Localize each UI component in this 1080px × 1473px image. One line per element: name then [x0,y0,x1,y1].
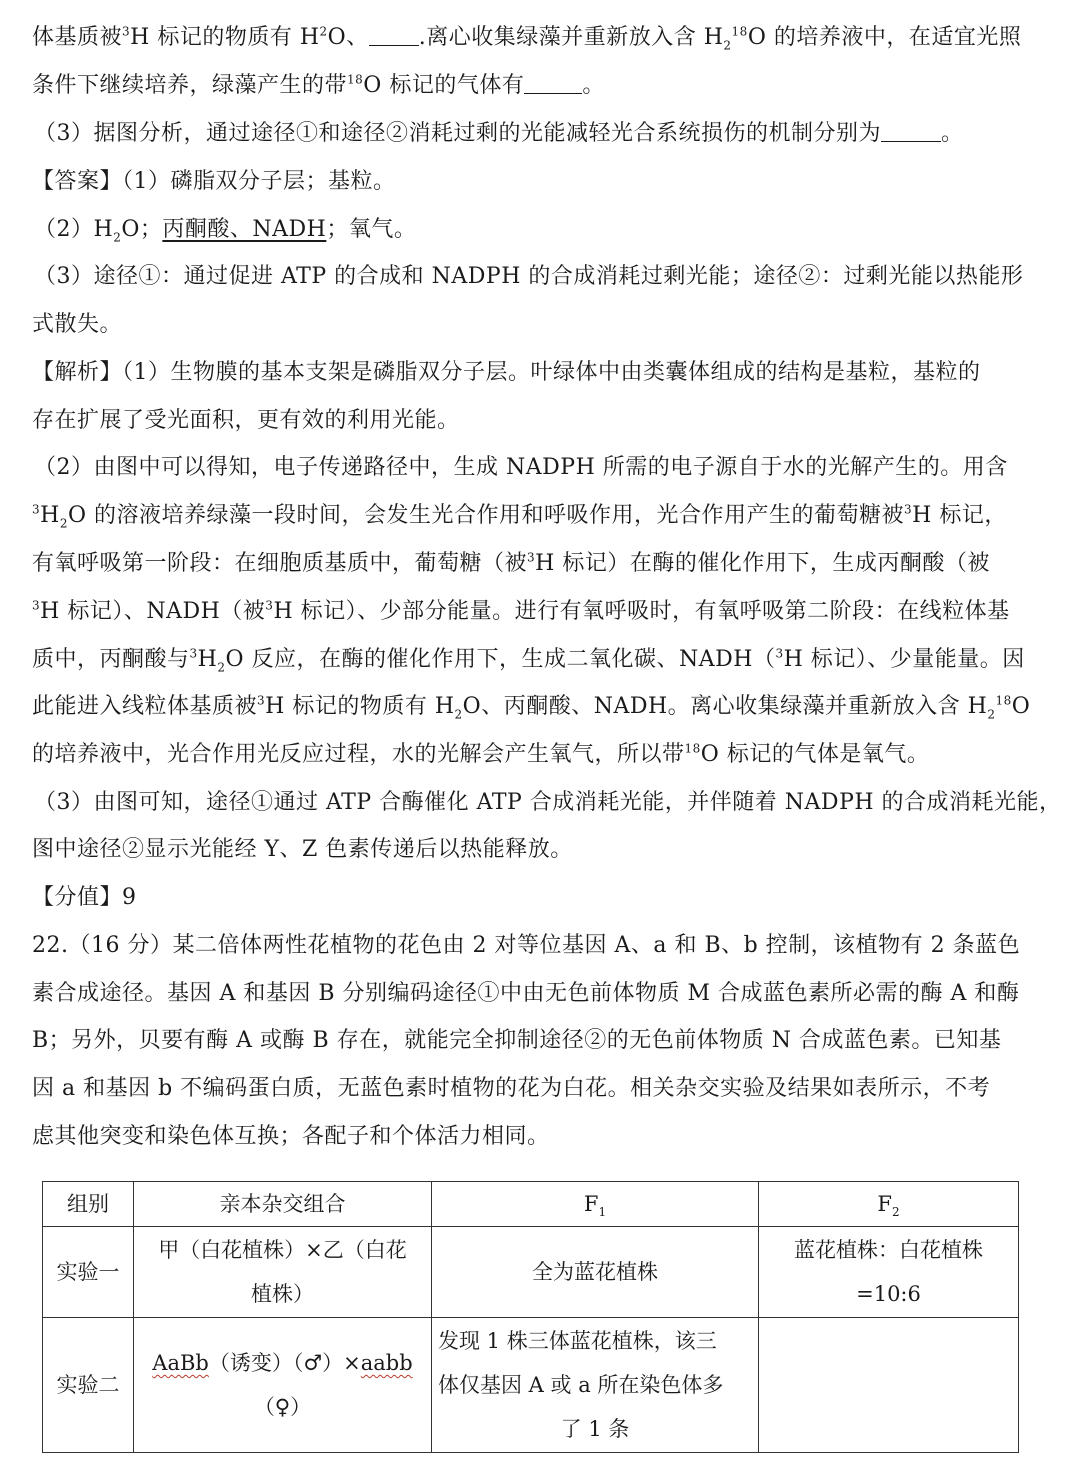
text: O 标记的气体有 [363,73,525,98]
sup: 2 [319,24,328,39]
text: 22.（16 分）某二倍体两性花植物的花色由 2 对等位基因 A、a 和 B、b 控制，该植物有 2 条蓝色 [32,933,1021,958]
sup: 3 [122,24,131,39]
text: （♀） [253,1395,312,1419]
analysis-p2-line5 [32,644,1048,676]
sub: 2 [891,1205,900,1220]
text: O [1011,694,1031,719]
answer-label: 【答案】 [32,169,123,194]
genotype-text: aabb [360,1351,413,1375]
text: F [583,1192,599,1216]
text: （诱变）（♂）× [208,1351,361,1375]
answer-blank[interactable] [881,119,941,142]
row2-f1 [432,1318,759,1453]
score-value: 9 [122,885,137,910]
text: 因 a 和基因 b 不编码蛋白质，无蓝色素时植物的花为白花。相关杂交实验及结果如表所示，不考 [32,1076,991,1101]
text: O 的培养液中，在适宜光照 [747,25,1022,50]
question-22-line4 [32,1073,1048,1105]
text: 虑其他突变和染色体互换；各配子和个体活力相同。 [32,1124,550,1149]
text: （2）由图中可以得知，电子传递路径中，生成 NADPH 所需的电子源自于水的光解产生的。用含 [34,455,1008,480]
analysis-p2-line3 [32,548,1048,580]
table-header-row [43,1182,1019,1227]
sup: 18 [684,741,701,756]
analysis-label: 【解析】 [32,360,123,385]
answer-line3-cont [32,309,1048,341]
analysis-p3-line1 [34,787,1062,819]
text: H 标记）、少部分能量。进行有氧呼吸时，有氧呼吸第二阶段：在线粒体基 [273,599,1010,624]
text: （3）据图分析，通过途径①和途径②消耗过剩的光能减轻光合系统损伤的机制分别为 [34,121,881,146]
analysis-p1-line1 [32,357,1048,389]
sup: 3 [775,646,784,661]
experiment-table [42,1181,1019,1453]
text: 了 1 条 [560,1417,630,1441]
text: 体基质被 [32,25,123,50]
sub: 2 [59,516,68,531]
text: =10:6 [856,1282,921,1306]
answer-line2 [34,214,1050,246]
text: O 标记的气体是氧气。 [700,742,930,767]
question-22-line5 [32,1121,1048,1153]
text: O 反应，在酶的催化作用下，生成二氧化碳、NADH（ [225,647,776,672]
text: O； [121,217,163,242]
score-line [32,882,1048,914]
analysis-p2-line7 [32,739,1048,771]
text: 质中，丙酮酸与 [32,647,190,672]
row2-f2 [759,1318,1019,1453]
text: O、丙酮酸、NADH。离心收集绿藻并重新放入含 H [462,694,988,719]
sub: 2 [113,230,122,245]
text: 条件下继续培养，绿藻产生的带 [32,73,348,98]
text: 体仅基因 A 或 a 所在染色体多 [438,1373,724,1397]
table-row [43,1318,1019,1453]
question-22-line1 [32,930,1048,962]
underlined-text: 丙酮酸、NADH [162,217,327,242]
sub: 2 [723,38,732,53]
text: （3）由图可知，途径①通过 ATP 合酶催化 ATP 合成消耗光能，并伴随着 NADPH 的合成消耗光能， [34,790,1062,815]
score-label: 【分值】 [32,885,123,910]
row1-f2 [759,1227,1019,1318]
text: H [40,503,60,528]
text: 存在扩展了受光面积，更有效的利用光能。 [32,408,460,433]
text: .离心收集绿藻并重新放入含 H [418,25,724,50]
sub: 2 [217,660,226,675]
sup: 3 [189,646,198,661]
sub: 2 [987,707,996,722]
sup: 3 [527,550,536,565]
text: 的培养液中，光合作用光反应过程，水的光解会产生氧气，所以带 [32,742,685,767]
analysis-p2-line2 [32,500,1048,532]
text: 植株） [251,1282,314,1306]
header-f2 [759,1182,1019,1227]
text: H 标记的物质有 H [130,25,320,50]
answer-blank[interactable] [524,71,582,94]
row1-cross [134,1227,432,1318]
question-21-part2-line2 [32,70,1048,102]
analysis-p3-line2 [32,834,1048,866]
sup: 18 [731,24,748,39]
text: 有氧呼吸第一阶段：在细胞质基质中，葡萄糖（被 [32,551,528,576]
row1-f1: 全为蓝花植株 [432,1227,759,1318]
analysis-p2-line4 [32,596,1048,628]
header-cross: 亲本杂交组合 [134,1182,432,1227]
text: H 标记的物质有 H [265,694,455,719]
header-group: 组别 [43,1182,134,1227]
analysis-p2-line6 [32,691,1048,723]
analysis-p1-line2 [32,405,1048,437]
text: O、 [327,25,369,50]
text: 。 [941,121,964,146]
text: F [877,1192,892,1216]
row2-cross [134,1318,432,1453]
text: O 的溶液培养绿藻一段时间，会发生光合作用和呼吸作用，光合作用产生的葡萄糖被 [67,503,905,528]
genotype-text: AaBb [152,1351,209,1375]
header-f1 [432,1182,759,1227]
text: 蓝花植株：白花植株 [794,1238,983,1262]
sup: 18 [347,72,364,87]
answer-blank[interactable] [369,23,419,46]
answer-line3 [34,261,1050,293]
sub: 1 [598,1205,607,1220]
text: （3）途径①：通过促进 ATP 的合成和 NADPH 的合成消耗过剩光能；途径②：过剩光能以热能形 [34,264,1024,289]
sup: 3 [265,598,274,613]
text: （2）H [34,217,114,242]
table-row [43,1227,1019,1318]
text: 发现 1 株三体蓝花植株，该三 [438,1329,717,1353]
text: H [197,647,218,672]
text: 素合成途径。基因 A 和基因 B 分别编码途径①中由无色前体物质 M 合成蓝色素所必需的酶 A 和酶 [32,981,1020,1006]
row2-group: 实验二 [43,1318,134,1453]
text: ；氧气。 [326,217,417,242]
sup: 3 [32,598,41,613]
sup: 18 [995,693,1012,708]
sup: 3 [257,693,266,708]
text: H 标记）在酶的催化作用下，生成丙酮酸（被 [535,551,990,576]
row1-group: 实验一 [43,1227,134,1318]
text: H 标记）、少量能量。因 [783,647,1025,672]
analysis-p2-line1 [34,452,1050,484]
text: H 标记， [912,503,1007,528]
text: （1）生物膜的基本支架是磷脂双分子层。叶绿体中由类囊体组成的结构是基粒，基粒的 [122,360,981,385]
text: 此能进入线粒体基质被 [32,694,258,719]
text: 图中途径②显示光能经 Y、Z 色素传递后以热能释放。 [32,837,573,862]
question-22-line2 [32,978,1048,1010]
answer-line1 [32,166,1048,198]
sup: 3 [904,502,913,517]
text: 。 [582,73,605,98]
text: 甲（白花植株）×乙（白花 [158,1238,407,1262]
text: 式散失。 [32,312,123,337]
text: （1）磷脂双分子层；基粒。 [122,169,396,194]
text: H 标记）、NADH（被 [40,599,266,624]
sub: 2 [454,707,463,722]
text: B；另外，贝要有酶 A 或酶 B 存在，就能完全抑制途径②的无色前体物质 N 合成蓝色素。已知基 [32,1028,1002,1053]
question-21-part3 [34,118,1050,150]
cross-line1 [140,1341,425,1385]
question-21-part2-line1 [32,22,1048,54]
question-22-line3 [32,1025,1048,1057]
sup: 3 [32,502,41,517]
